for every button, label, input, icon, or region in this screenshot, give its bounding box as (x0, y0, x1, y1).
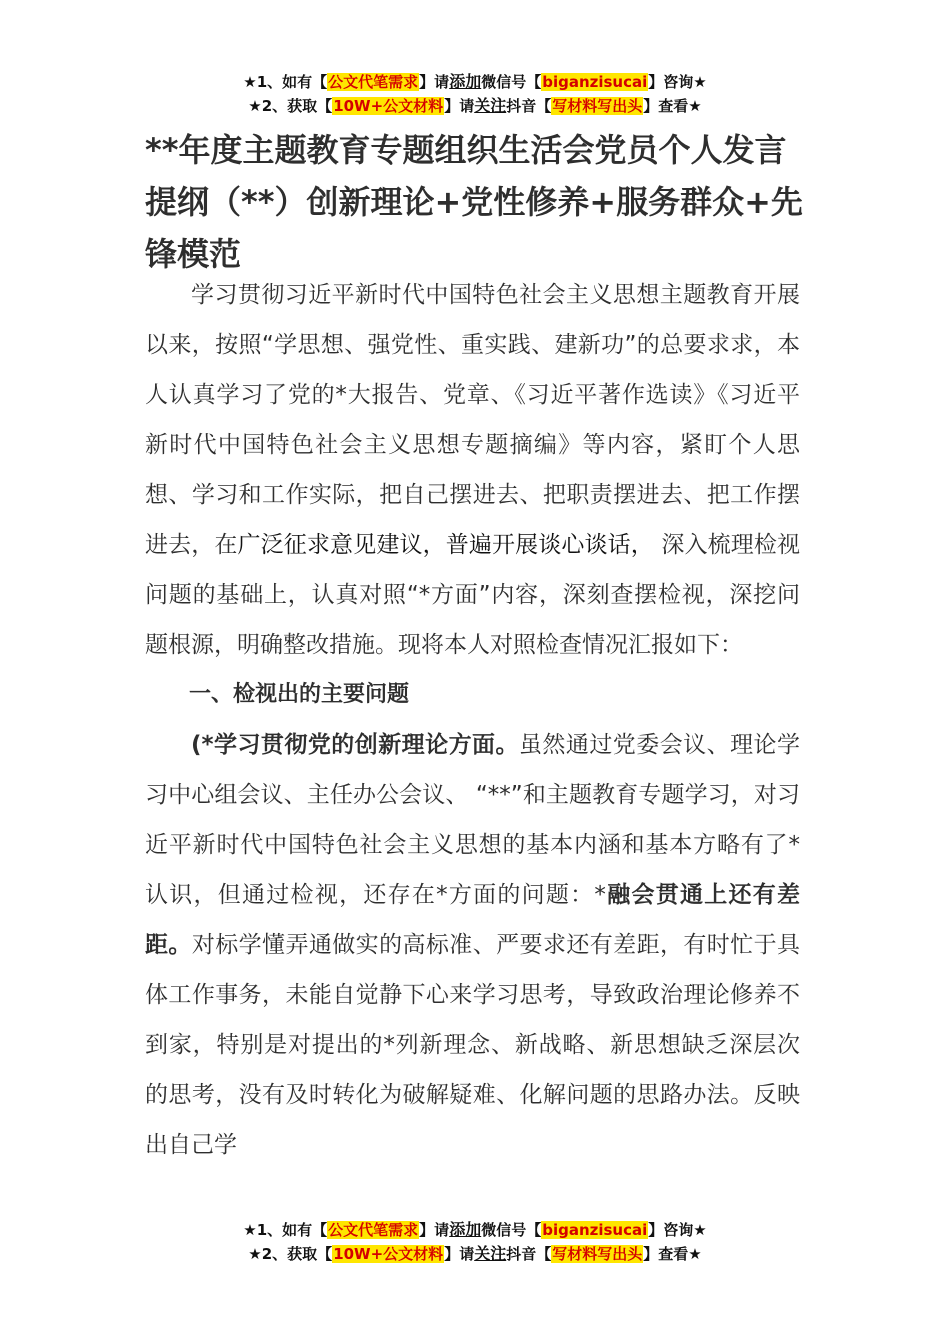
section-paragraph: (*学习贯彻党的创新理论方面。虽然通过党委会议、理论学习中心组会议、主任办公会议、 “**”和主题教育专题学习，对习近平新时代中国特色社会主义思想的基本内涵和基本方略有了*认识，但通过检视，还存在*方面的问题：*融会贯通上还有差距。对标学懂弄通做实的高标准、严要求还有差距，有时忙于具体工作事务，未能自觉静下心来学习思考，导致政治理论修养不到家，特别是对提出的*列新理念、新战略、新思想缺乏深层次的思考，没有及时转化为破解疑难、化解问题的思路办法。反映出自己学 (145, 732, 801, 1158)
page-title: **年度主题教育专题组织生活会党员个人发言提纲（**）创新理论+党性修养+服务群众+先锋模范 (145, 131, 803, 273)
banner-wechat-id: biganzisucai (542, 73, 648, 91)
banner-line-1: ★1、如有【公文代笔需求】请添加微信号【biganzisucai】咨询★ (243, 72, 707, 91)
footer-banner (0, 1218, 950, 1266)
header-banner (0, 70, 950, 118)
banner-highlight: 公文代笔需求 (328, 73, 419, 91)
document-body (145, 270, 800, 1170)
banner-douyin-id: 写材料写出头 (552, 97, 643, 115)
intro-paragraph: 学习贯彻习近平新时代中国特色社会主义思想主题教育开展以来，按照“学思想、强党性、重实践、建新功”的总要求求，本人认真学习了党的*大报告、党章、《习近平著作选读》《习近平新时代中国特色社会主义思想专题摘编》等内容，紧盯个人思想、学习和工作实际，把自己摆进去、把职责摆进去、把工作摆进去，在广泛征求意见建议，普遍开展谈心谈话， 深入梳理检视问题的基础上，认真对照“*方面”内容，深刻查摆检视，深挖问题根源，明确整改措施。现将本人对照检查情况汇报如下： (145, 282, 801, 658)
banner-highlight: 公文代笔需求 (328, 1221, 419, 1239)
section-heading: 一、检视出的主要问题 (189, 682, 410, 707)
banner-highlight: 10W+公文材料 (333, 1245, 444, 1263)
banner-douyin-id: 写材料写出头 (552, 1245, 643, 1263)
banner-wechat-id: biganzisucai (542, 1221, 648, 1239)
banner-line-1: ★1、如有【公文代笔需求】请添加微信号【biganzisucai】咨询★ (243, 1220, 707, 1239)
banner-line-2: ★2、获取【10W+公文材料】请关注抖音【写材料写出头】查看★ (248, 96, 702, 115)
banner-highlight: 10W+公文材料 (333, 97, 444, 115)
banner-line-2: ★2、获取【10W+公文材料】请关注抖音【写材料写出头】查看★ (248, 1244, 702, 1263)
